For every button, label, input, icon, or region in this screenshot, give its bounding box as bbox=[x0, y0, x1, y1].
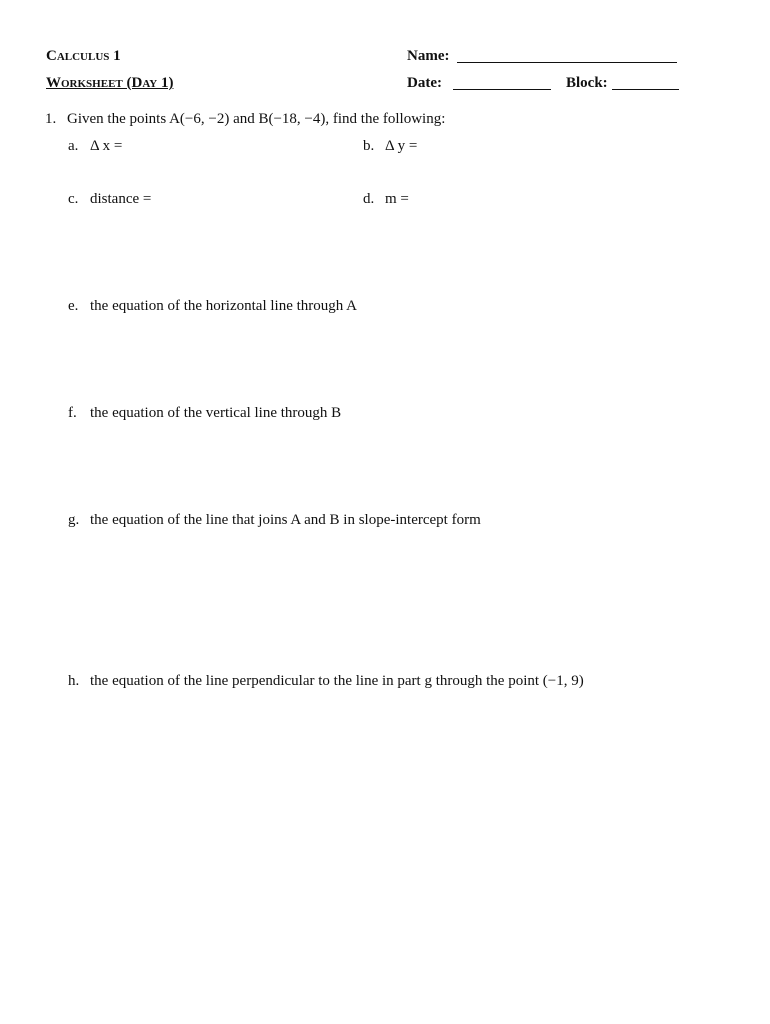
part-text: the equation of the horizontal line through A bbox=[90, 298, 358, 314]
part-h bbox=[68, 672, 584, 690]
part-text: the equation of the vertical line through B bbox=[90, 405, 342, 421]
part-text: Δ y = bbox=[385, 138, 418, 154]
part-text: m = bbox=[385, 191, 409, 207]
part-label: b. bbox=[363, 138, 375, 154]
part-text: distance = bbox=[90, 191, 152, 207]
part-g bbox=[68, 511, 481, 529]
course-title: Calculus 1 bbox=[46, 48, 121, 64]
part-label: d. bbox=[363, 191, 375, 207]
block-label: Block: bbox=[566, 75, 608, 91]
question-1 bbox=[45, 110, 445, 128]
part-b bbox=[363, 137, 417, 155]
question-prompt: Given the points A(−6, −2) and B(−18, −4), find the following: bbox=[67, 111, 446, 127]
part-label: c. bbox=[68, 191, 79, 207]
name-label: Name: bbox=[407, 48, 450, 64]
part-d bbox=[363, 190, 409, 208]
part-label: h. bbox=[68, 673, 80, 689]
part-label: f. bbox=[68, 405, 77, 421]
part-c bbox=[68, 190, 151, 208]
part-f bbox=[68, 404, 341, 422]
part-label: e. bbox=[68, 298, 79, 314]
date-label: Date: bbox=[407, 75, 442, 91]
part-label: a. bbox=[68, 138, 79, 154]
name-blank-line[interactable] bbox=[457, 62, 677, 63]
part-a bbox=[68, 137, 122, 155]
part-label: g. bbox=[68, 512, 80, 528]
question-number: 1. bbox=[45, 111, 57, 127]
date-blank-line[interactable] bbox=[453, 89, 551, 90]
part-text: Δ x = bbox=[90, 138, 123, 154]
part-text: the equation of the line that joins A and B in slope-intercept form bbox=[90, 512, 481, 528]
part-text: the equation of the line perpendicular to the line in part g through the point (−1, 9) bbox=[90, 673, 584, 689]
block-blank-line[interactable] bbox=[612, 89, 679, 90]
worksheet-title: Worksheet (Day 1) bbox=[46, 75, 174, 91]
part-e bbox=[68, 297, 357, 315]
